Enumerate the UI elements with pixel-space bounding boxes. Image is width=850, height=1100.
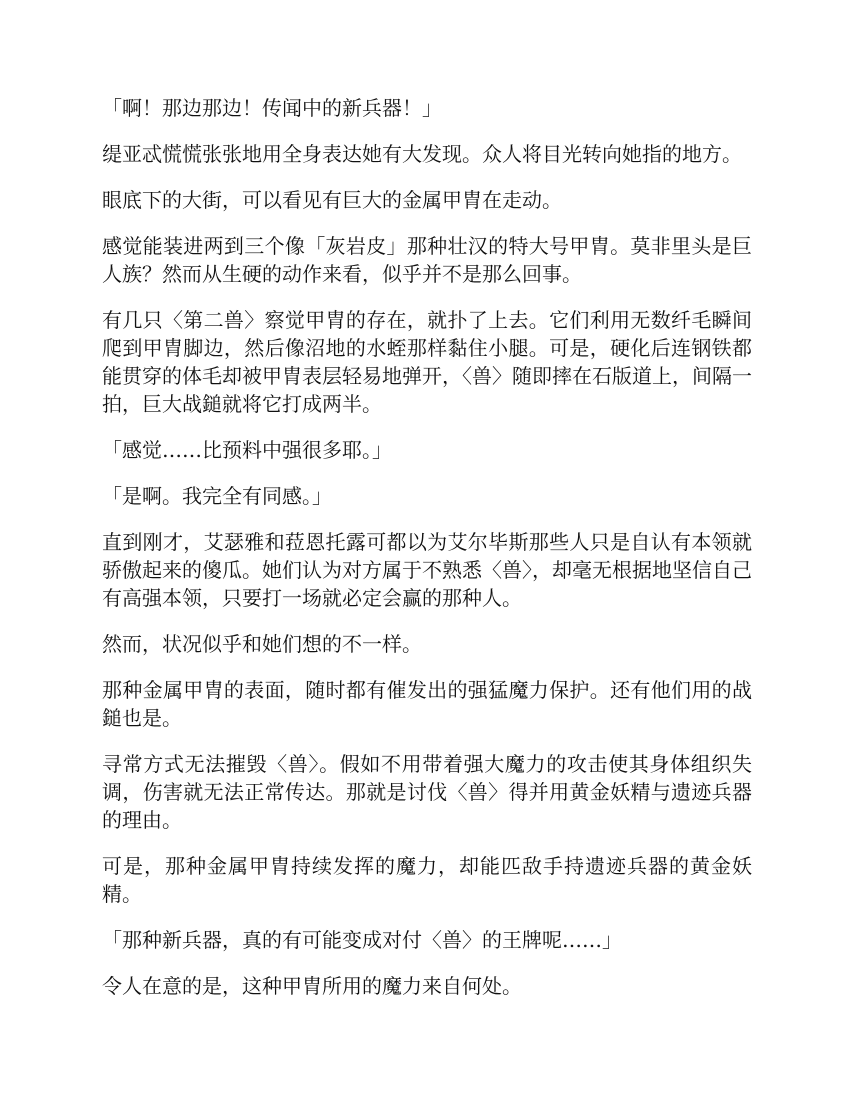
paragraph: 「啊！那边那边！传闻中的新兵器！」 — [102, 96, 442, 120]
paragraph: 有几只〈第二兽〉察觉甲胄的存在，就扑了上去。它们利用无数纤毛瞬间爬到甲胄脚边，然后像沼地的水蛭那样黏住小腿。可是，硬化后连钢铁都能贯穿的体毛却被甲胄表层轻易地弹开，〈兽〉随即摔在石版道上，间隔一拍，巨大战鎚就将它打成两半。 — [102, 308, 752, 416]
paragraph: 直到刚才，艾瑟雅和菈恩托露可都以为艾尔毕斯那些人只是自认有本领就骄傲起来的傻瓜。她们认为对方属于不熟悉〈兽〉，却毫无根据地坚信自己有高强本领，只要打一场就必定会赢的那种人。 — [102, 530, 752, 610]
paragraph: 眼底下的大街，可以看见有巨大的金属甲胄在走动。 — [102, 188, 562, 212]
paragraph: 然而，状况似乎和她们想的不一样。 — [102, 632, 422, 656]
paragraph: 「那种新兵器，真的有可能变成对付〈兽〉的王牌呢……」 — [102, 928, 622, 952]
document-body — [102, 94, 752, 1018]
paragraph: 令人在意的是，这种甲胄所用的魔力来自何处。 — [102, 974, 522, 998]
paragraph: 感觉能装进两到三个像「灰岩皮」那种壮汉的特大号甲胄。莫非里头是巨人族？然而从生硬的动作来看，似乎并不是那么回事。 — [102, 234, 752, 286]
paragraph: 「感觉……比预料中强很多耶。」 — [102, 438, 392, 462]
paragraph: 可是，那种金属甲胄持续发挥的魔力，却能匹敌手持遗迹兵器的黄金妖精。 — [102, 854, 752, 906]
paragraph: 那种金属甲胄的表面，随时都有催发出的强猛魔力保护。还有他们用的战鎚也是。 — [102, 678, 752, 730]
paragraph: 「是啊。我完全有同感。」 — [102, 484, 332, 508]
paragraph: 缇亚忒慌慌张张地用全身表达她有大发现。众人将目光转向她指的地方。 — [102, 142, 742, 166]
paragraph: 寻常方式无法摧毁〈兽〉。假如不用带着强大魔力的攻击使其身体组织失调，伤害就无法正常传达。那就是讨伐〈兽〉得并用黄金妖精与遗迹兵器的理由。 — [102, 752, 752, 832]
